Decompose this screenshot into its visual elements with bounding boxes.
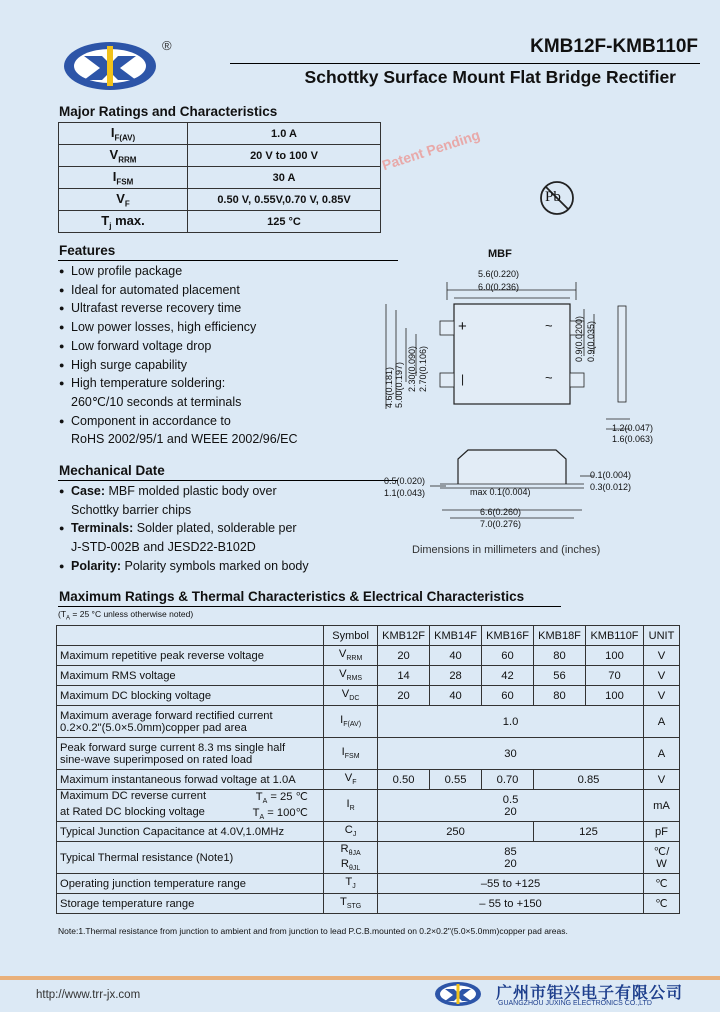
row-symbol: $C_J$ (324, 822, 378, 842)
row-value: 42 (482, 666, 534, 686)
mechanical-list (59, 482, 309, 576)
major-rating-symbol: $V_F$ (59, 189, 188, 211)
dim-side1: 1.2(0.047) (612, 423, 654, 433)
row-value: 40 (430, 686, 482, 706)
row-unit: ℃ (643, 894, 679, 914)
electrical-underline (58, 606, 561, 607)
row-symbol: $V_F$ (324, 770, 378, 790)
electrical-condition: ($T_A = 25$ °C unless otherwise noted) (58, 609, 194, 622)
dim-w2: 6.0(0.236) (478, 282, 520, 292)
table-row (57, 706, 680, 738)
row-label: Maximum average forward rectified current 0.2×0.2"(5.0×5.0mm)copper pad area (57, 706, 324, 738)
major-rating-row (59, 211, 381, 233)
header-kmb18f: KMB18F (534, 626, 586, 646)
row-unit: V (643, 686, 679, 706)
row-label: Maximum DC reverse current $T_A = 25$ ℃ at Rated DC blocking voltage $T_A$ = 100℃ (57, 790, 324, 822)
row-symbol: $V_{RRM}$ (324, 646, 378, 666)
header-symbol: Symbol (324, 626, 378, 646)
thermal-note: Note:1.Thermal resistance from junction to ambient and from junction to lead P.C.B.mounted on 0.2×0.2"(5.0×5.0mm)copper pad areas. (58, 926, 568, 936)
mechanical-item (59, 538, 309, 557)
row-value: 100 (586, 686, 644, 706)
header-parameter (57, 626, 324, 646)
feature-item: ● Low profile package (59, 262, 298, 281)
row-symbol: $I_{FSM}$ (324, 738, 378, 770)
feature-item: ● Component in accordance to (59, 412, 298, 431)
feature-item: ● High surge capability (59, 356, 298, 375)
row-label: Typical Thermal resistance (Note1) (57, 842, 324, 874)
dim-b6: 6.6(0.260) (480, 507, 522, 517)
major-rating-row (59, 123, 381, 145)
row-value: 80 (534, 646, 586, 666)
mechanical-item (59, 482, 309, 501)
table-row (57, 822, 680, 842)
feature-item: ● Low power losses, high efficiency (59, 318, 298, 337)
major-rating-value: 20 V to 100 V (188, 145, 381, 167)
row-unit: mA (643, 790, 679, 822)
header-unit: UNIT (643, 626, 679, 646)
dim-w1: 5.6(0.220) (478, 269, 520, 279)
table-row (57, 842, 680, 874)
major-ratings-table (58, 122, 381, 233)
row-unit: V (643, 646, 679, 666)
footer-logo (434, 979, 494, 1009)
row-unit: A (643, 738, 679, 770)
electrical-table (56, 625, 680, 914)
row-label: Operating junction temperature range (57, 874, 324, 894)
row-value: 60 (482, 686, 534, 706)
mechanical-item-text: Solder plated, solderable per (133, 521, 297, 536)
header-kmb12f: KMB12F (378, 626, 430, 646)
row-symbol: $T_J$ (324, 874, 378, 894)
pb-label: Pb (545, 189, 561, 205)
table-row (57, 874, 680, 894)
row-label: Typical Junction Capacitance at 4.0V,1.0MHz (57, 822, 324, 842)
tilde-mark-bottom: ~ (545, 370, 553, 385)
row-label: Maximum DC blocking voltage (57, 686, 324, 706)
major-rating-value: 1.0 A (188, 123, 381, 145)
row-value: 0.85 (534, 770, 644, 790)
row-value: 20 (378, 646, 430, 666)
row-symbol: $T_{STG}$ (324, 894, 378, 914)
dim-h2: 5.00(0.197) (394, 361, 404, 408)
row-value: 0.70 (482, 770, 534, 790)
major-rating-value: 125 °C (188, 211, 381, 233)
row-unit: V (643, 666, 679, 686)
row-value: 85 20 (378, 842, 644, 874)
row-symbol: $V_{DC}$ (324, 686, 378, 706)
dim-b4: 0.1(0.004) (590, 470, 632, 480)
mechanical-item-text: J-STD-002B and JESD22-B102D (71, 540, 256, 555)
bar-mark: | (461, 372, 465, 386)
features-title: Features (59, 243, 116, 258)
row-value: 56 (534, 666, 586, 686)
mechanical-item (59, 557, 309, 576)
features-underline (58, 260, 398, 261)
row-value: 20 (378, 686, 430, 706)
row-value: 0.50 (378, 770, 430, 790)
electrical-title: Maximum Ratings & Thermal Characteristics & Electrical Characteristics (59, 589, 525, 604)
mechanical-item (59, 501, 309, 520)
table-header-row (57, 626, 680, 646)
row-value: 14 (378, 666, 430, 686)
row-value: 30 (378, 738, 644, 770)
row-value: 100 (586, 646, 644, 666)
mechanical-item (59, 519, 309, 538)
dim-b2: 1.1(0.043) (384, 488, 426, 498)
drawing-caption: Dimensions in millimeters and (inches) (412, 544, 601, 556)
dim-h4: 2.70(0.106) (418, 345, 428, 392)
dim-h1: 4.6(0.181) (384, 366, 394, 408)
feature-item: ● Ideal for automated placement (59, 281, 298, 300)
header-kmb110f: KMB110F (586, 626, 644, 646)
row-symbol: $R_{\theta JA}$ $R_{\theta JL}$ (324, 842, 378, 874)
patent-pending-watermark: Patent Pending (380, 126, 482, 174)
major-rating-row (59, 145, 381, 167)
website-link[interactable]: http://www.trr-jx.com (36, 989, 141, 1001)
features-list (59, 262, 298, 449)
table-row (57, 738, 680, 770)
row-label: Maximum repetitive peak reverse voltage (57, 646, 324, 666)
major-rating-symbol: $V_{RRM}$ (59, 145, 188, 167)
row-value: 60 (482, 646, 534, 666)
header-rule (230, 63, 700, 64)
row-value: –55 to +125 (378, 874, 644, 894)
tilde-mark-top: ~ (545, 318, 553, 333)
dim-r1: 0.9(0.0200) (574, 315, 584, 362)
row-unit: pF (643, 822, 679, 842)
feature-item: ● Ultrafast reverse recovery time (59, 299, 298, 318)
row-symbol: $I_{F(AV)}$ (324, 706, 378, 738)
row-label: Storage temperature range (57, 894, 324, 914)
table-row (57, 686, 680, 706)
pb-free-icon (539, 180, 575, 216)
package-name: MBF (488, 248, 512, 260)
row-symbol: $V_{RMS}$ (324, 666, 378, 686)
row-label: Maximum instantaneous forwad voltage at 1.0A (57, 770, 324, 790)
table-row (57, 770, 680, 790)
mechanical-item-text: MBF molded plastic body over (105, 484, 277, 498)
dim-b3: max 0.1(0.004) (470, 487, 531, 497)
row-value: 80 (534, 686, 586, 706)
product-subtitle: Schottky Surface Mount Flat Bridge Rectifier (304, 67, 676, 87)
row-value: 28 (430, 666, 482, 686)
major-rating-row (59, 167, 381, 189)
row-unit: A (643, 706, 679, 738)
dim-h3: 2.30(0.090) (407, 345, 417, 392)
row-value: 0.55 (430, 770, 482, 790)
table-row (57, 666, 680, 686)
major-ratings-title: Major Ratings and Characteristics (59, 104, 278, 119)
dim-b1: 0.5(0.020) (384, 476, 426, 486)
row-unit: ℃ (643, 874, 679, 894)
dim-side2: 1.6(0.063) (612, 434, 654, 444)
major-rating-row (59, 189, 381, 211)
row-unit: V (643, 770, 679, 790)
table-row (57, 894, 680, 914)
major-rating-value: 0.50 V, 0.55V,0.70 V, 0.85V (188, 189, 381, 211)
row-unit: ℃/ W (643, 842, 679, 874)
row-value: – 55 to +150 (378, 894, 644, 914)
header-kmb14f: KMB14F (430, 626, 482, 646)
row-value: 250 (378, 822, 534, 842)
row-symbol: $I_R$ (324, 790, 378, 822)
mechanical-item-text: Schottky barrier chips (71, 502, 192, 517)
major-rating-symbol: $I_{F(AV)}$ (59, 123, 188, 145)
row-label: Maximum RMS voltage (57, 666, 324, 686)
registered-mark: ® (162, 38, 172, 53)
dim-r2: 0.9(0.035) (586, 320, 596, 362)
mechanical-item-label: Terminals: (71, 521, 134, 536)
feature-item: 260℃/10 seconds at terminals (71, 394, 242, 409)
feature-item: RoHS 2002/95/1 and WEEE 2002/96/EC (71, 432, 298, 447)
row-label: Peak forward surge current 8.3 ms single half sine-wave superimposed on rated load (57, 738, 324, 770)
mechanical-title: Mechanical Date (59, 463, 165, 478)
row-value: 125 (534, 822, 644, 842)
company-name-en: GUANGZHOU JUXING ELECTRONICS CO.,LTD (498, 1000, 652, 1007)
feature-item: ● High temperature soldering: (59, 374, 298, 393)
header-kmb16f: KMB16F (482, 626, 534, 646)
company-name-cn: 广州市钜兴电子有限公司 (496, 985, 684, 1002)
plus-mark: + (458, 318, 467, 335)
row-value: 0.5 20 (378, 790, 644, 822)
table-row (57, 646, 680, 666)
major-rating-symbol: $I_{FSM}$ (59, 167, 188, 189)
table-row (57, 790, 680, 822)
dim-b7: 7.0(0.276) (480, 519, 522, 529)
mechanical-item-label: Case: (71, 484, 106, 498)
row-value: 70 (586, 666, 644, 686)
mechanical-item-label: Polarity: (71, 558, 122, 573)
part-number-title: KMB12F-KMB110F (530, 36, 698, 57)
major-rating-symbol: $T_j$ max. (59, 211, 188, 233)
row-value: 40 (430, 646, 482, 666)
dim-b5: 0.3(0.012) (590, 482, 632, 492)
major-rating-value: 30 A (188, 167, 381, 189)
mechanical-item-text: Polarity symbols marked on body (121, 558, 309, 573)
mechanical-underline (58, 480, 398, 481)
row-value: 1.0 (378, 706, 644, 738)
feature-item: ● Low forward voltage drop (59, 337, 298, 356)
